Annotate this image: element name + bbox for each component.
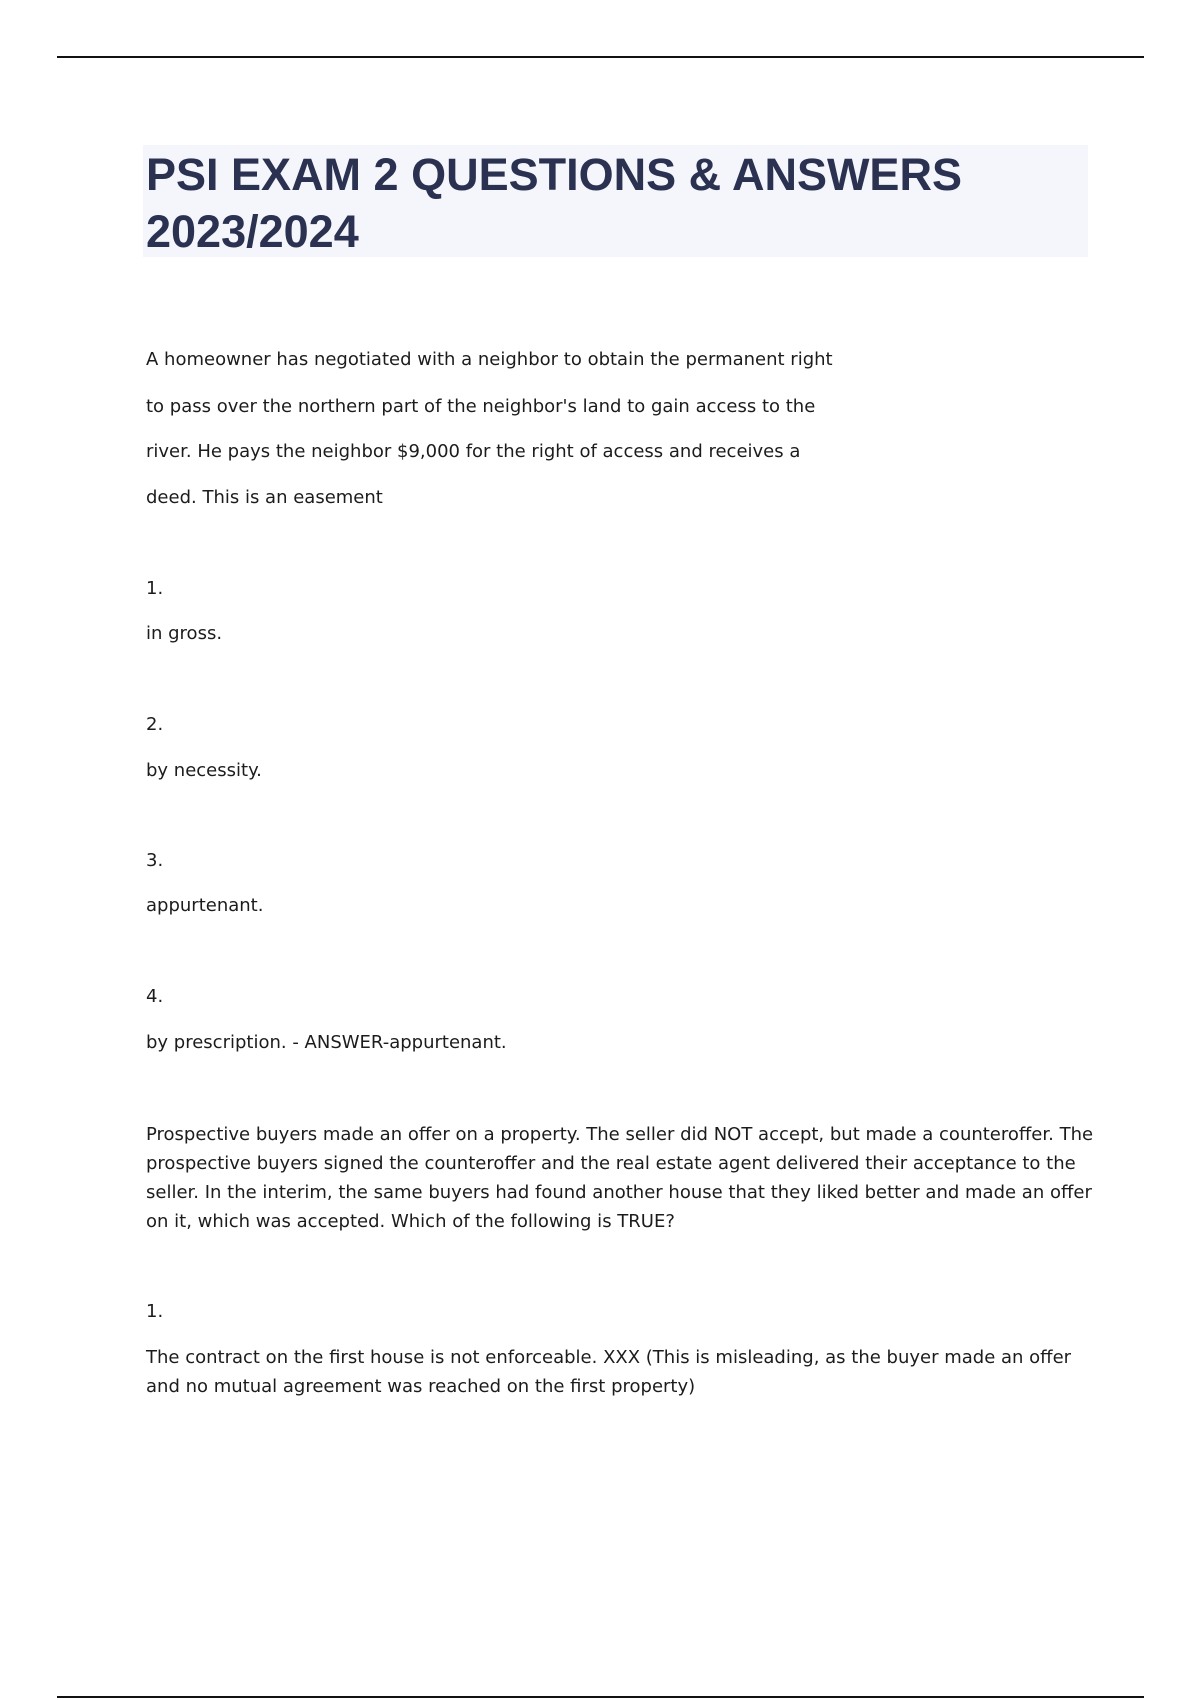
option-text: by necessity. bbox=[146, 760, 262, 781]
option-number: 1. bbox=[146, 578, 164, 599]
question-2-text: Prospective buyers made an offer on a property. The seller did NOT accept, but made a counteroffer. The prospective buyers signed the counteroffer and the real estate agent delivered their acceptance to the seller. In the interim, the same buyers had found another house that they liked better and made an offer on it, which was accepted. Which of the following is TRUE? bbox=[146, 1124, 1094, 1232]
option-text: The contract on the first house is not enforceable. XXX (This is misleading, as the buyer made an offer and no mutual agreement was reached on the first property) bbox=[146, 1347, 1072, 1397]
option-number: 3. bbox=[146, 850, 164, 871]
option-number: 2. bbox=[146, 714, 164, 735]
option-text: appurtenant. bbox=[146, 895, 264, 916]
document-title: PSI EXAM 2 QUESTIONS & ANSWERS 2023/2024 bbox=[146, 149, 962, 257]
question-1-line: river. He pays the neighbor $9,000 for the right of access and receives a bbox=[146, 441, 801, 462]
question-1-line: to pass over the northern part of the neighbor's land to gain access to the bbox=[146, 396, 816, 417]
option-number: 4. bbox=[146, 986, 164, 1007]
top-rule bbox=[57, 56, 1144, 58]
question-1-line: A homeowner has negotiated with a neighbor to obtain the permanent right bbox=[146, 349, 833, 370]
option-text: in gross. bbox=[146, 623, 223, 644]
option-number: 1. bbox=[146, 1301, 164, 1322]
bottom-rule bbox=[57, 1696, 1144, 1698]
option-text-with-answer: by prescription. - ANSWER-appurtenant. bbox=[146, 1032, 507, 1053]
question-1-line: deed. This is an easement bbox=[146, 487, 383, 508]
